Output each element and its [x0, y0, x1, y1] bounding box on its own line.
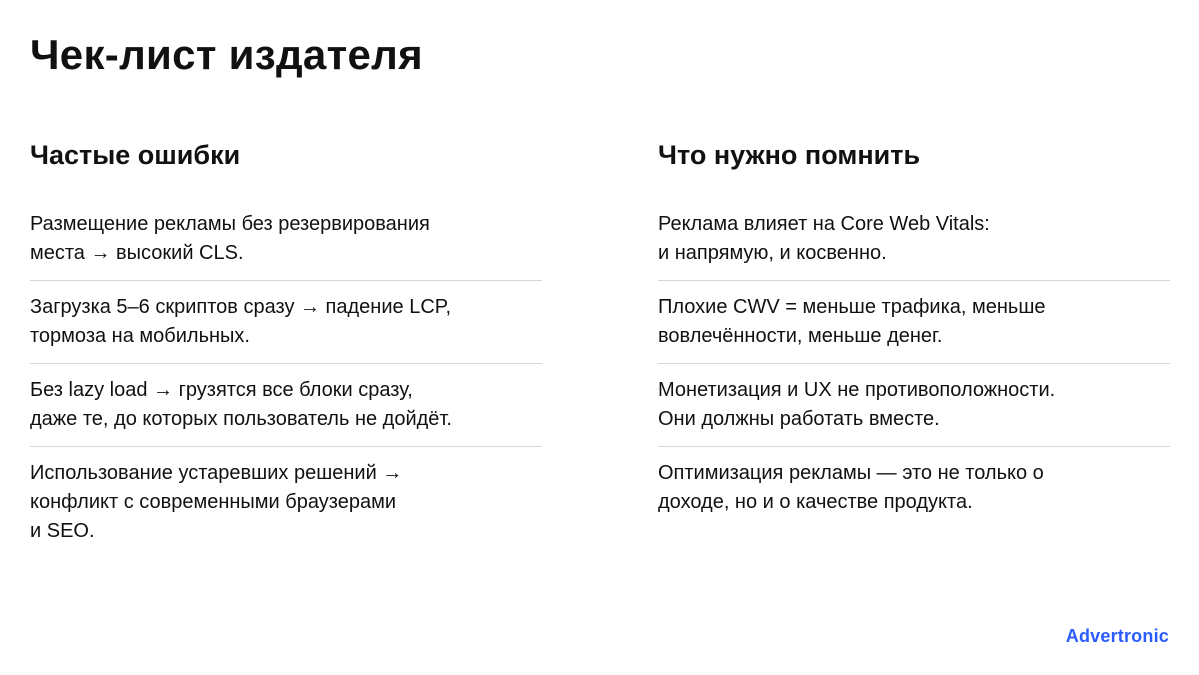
remember-item: Оптимизация рекламы — это не только о доходе, но и о качестве продукта. [658, 446, 1170, 529]
remember-item: Плохие CWV = меньше трафика, меньше вовлечённости, меньше денег. [658, 280, 1170, 363]
remember-column [658, 138, 1170, 529]
remember-heading: Что нужно помнить [658, 140, 921, 170]
common-mistakes-heading: Частые ошибки [30, 140, 241, 170]
brand-logo: Advertronic [1065, 626, 1169, 646]
common-mistakes-column [30, 138, 542, 558]
mistake-item: Размещение рекламы без резервирования места → высокий CLS. [30, 213, 430, 264]
remember-item: Монетизация и UX не противоположности. Они должны работать вместе. [658, 363, 1170, 446]
mistake-item: Использование устаревших решений → конфликт с современными браузерами и SEO. [30, 446, 542, 558]
mistake-item: Без lazy load → грузятся все блоки сразу, даже те, до которых пользователь не дойдёт. [30, 363, 542, 446]
remember-item: Реклама влияет на Core Web Vitals: и напрямую, и косвенно. [658, 213, 990, 264]
mistake-item: Загрузка 5–6 скриптов сразу → падение LCP, тормоза на мобильных. [30, 280, 542, 363]
page-title: Чек-лист издателя [30, 31, 423, 78]
